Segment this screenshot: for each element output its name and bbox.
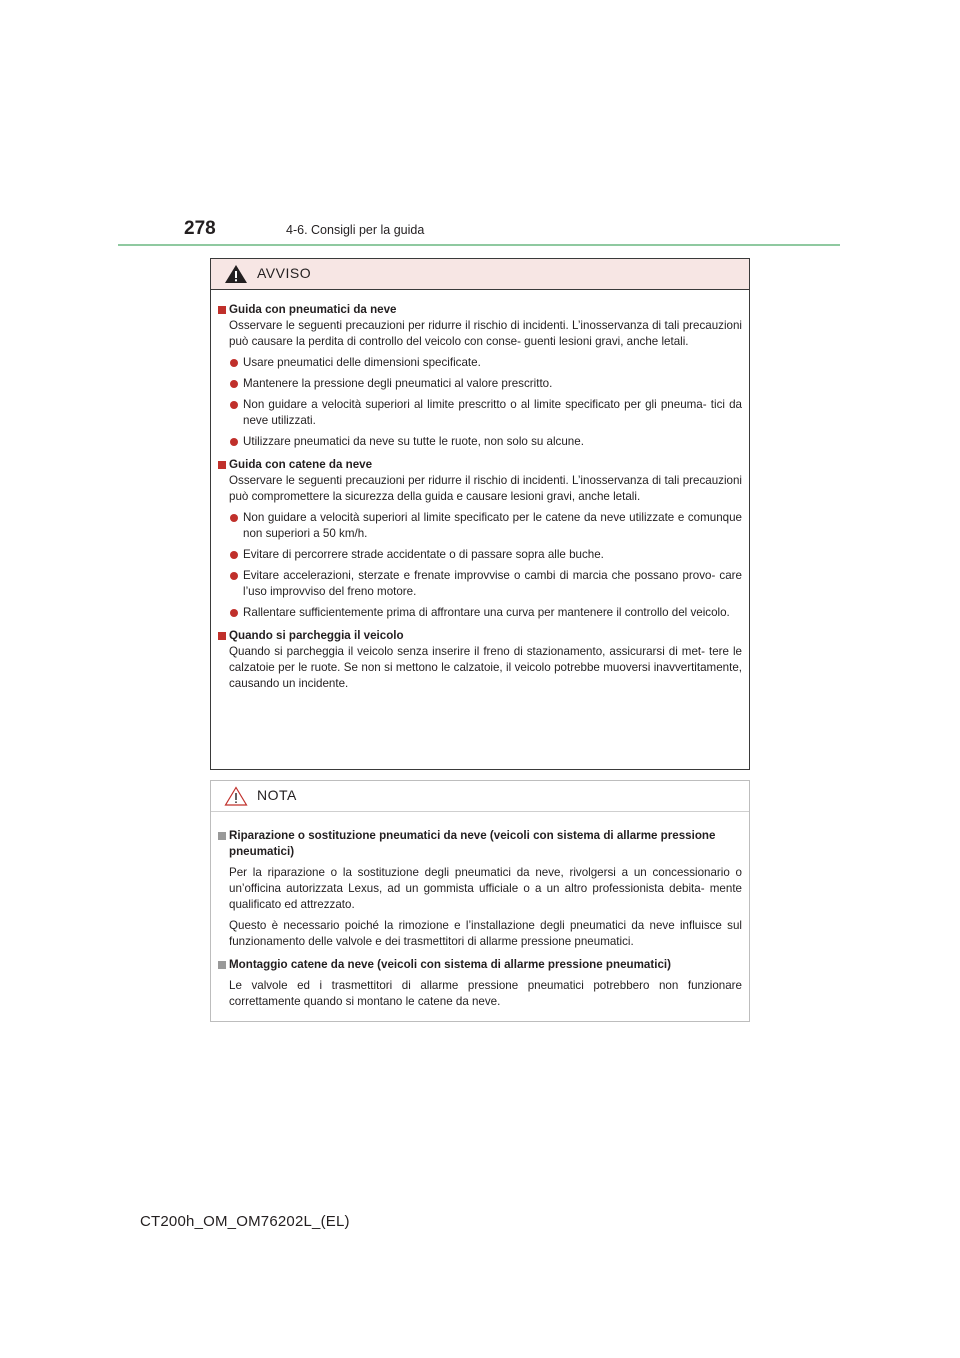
caution-triangle-outline-icon xyxy=(224,786,248,806)
warning-text-parking: Quando si parcheggia il veicolo senza inserire il freno di stazionamento, assicurarsi di met- tere le calzatoie per le ruote. Se non si mettono le calzatoie, il veicolo potrebbe muoversi inavvertitamente, causando un incidente. xyxy=(229,645,742,690)
page-number: 278 xyxy=(184,218,216,239)
warning-text-snow-chains: Osservare le seguenti precauzioni per ridurre il rischio di incidenti. L’inosservanza di tali precauzioni può compromettere la sicurezza della guida e causare lesioni gravi, anche letali. xyxy=(229,474,742,503)
square-bullet-icon xyxy=(218,961,226,969)
list-item: Mantenere la pressione degli pneumatici al valore prescritto. xyxy=(218,376,742,392)
note-text-chains: Le valvole ed i trasmettitori di allarme pressione pneumatici potrebbero non funzionare correttamente quando si montano le catene da neve. xyxy=(229,979,742,1008)
note-heading-chains: Montaggio catene da neve (veicoli con sistema di allarme pressione pneumatici) xyxy=(218,957,742,973)
round-bullet-icon xyxy=(230,572,238,580)
warning-heading-snow-chains: Guida con catene da neve xyxy=(218,457,742,473)
round-bullet-icon xyxy=(230,380,238,388)
note-box-header xyxy=(211,781,749,812)
square-bullet-icon xyxy=(218,632,226,640)
warning-box xyxy=(210,258,750,770)
list-item: Non guidare a velocità superiori al limite specificato per le catene da neve utilizzate e comunque non superiori a 50 km/h. xyxy=(218,510,742,542)
section-title: 4-6. Consigli per la guida xyxy=(286,223,425,237)
round-bullet-icon xyxy=(230,551,238,559)
square-bullet-icon xyxy=(218,832,226,840)
note-heading-tire-repair: Riparazione o sostituzione pneumatici da neve (veicoli con sistema di allarme pressione pneumatici) xyxy=(218,828,742,860)
round-bullet-icon xyxy=(230,359,238,367)
list-item: Evitare di percorrere strade accidentate o di passare sopra alle buche. xyxy=(218,547,742,563)
list-item: Utilizzare pneumatici da neve su tutte le ruote, non solo su alcune. xyxy=(218,434,742,450)
square-bullet-icon xyxy=(218,306,226,314)
list-item: Rallentare sufficientemente prima di affrontare una curva per mantenere il controllo del veicolo. xyxy=(218,605,742,621)
warning-title: AVVISO xyxy=(257,265,312,281)
round-bullet-icon xyxy=(230,514,238,522)
round-bullet-icon xyxy=(230,401,238,409)
round-bullet-icon xyxy=(230,609,238,617)
warning-text-snow-tires: Osservare le seguenti precauzioni per ridurre il rischio di incidenti. L’inosservanza di tali precauzioni può causare la perdita di controllo del veicolo con conse- guenti lesioni gravi, anche letali. xyxy=(229,319,742,348)
header-divider xyxy=(118,244,840,246)
list-item: Evitare accelerazioni, sterzate e frenate improvvise o cambi di marcia che possano provo- care l’uso improvviso del freno motore. xyxy=(218,568,742,600)
warning-heading-parking: Quando si parcheggia il veicolo xyxy=(218,628,742,644)
warning-heading-snow-tires: Guida con pneumatici da neve xyxy=(218,302,742,318)
document-code: CT200h_OM_OM76202L_(EL) xyxy=(140,1213,350,1230)
square-bullet-icon xyxy=(218,461,226,469)
note-box xyxy=(210,780,750,1022)
note-text-tire-removal: Questo è necessario poiché la rimozione e l’installazione degli pneumatici da neve influisce sul funzionamento delle valvole e dei trasmettitori di allarme pressione pneumatici. xyxy=(229,919,742,948)
list-item: Usare pneumatici delle dimensioni specificate. xyxy=(218,355,742,371)
round-bullet-icon xyxy=(230,438,238,446)
note-text-tire-repair: Per la riparazione o la sostituzione degli pneumatici da neve, rivolgersi a un concessionario o un’officina autorizzata Lexus, ad un gommista ufficiale o a un altro professionista debita- mente qualificato ed attrezzato. xyxy=(229,866,742,911)
note-title: NOTA xyxy=(257,787,297,803)
list-item: Non guidare a velocità superiori al limite prescritto o al limite specificato per gli pneuma- tici da neve utilizzati. xyxy=(218,397,742,429)
warning-box-header xyxy=(211,259,749,290)
warning-triangle-icon xyxy=(224,264,248,284)
page-header xyxy=(118,212,840,246)
